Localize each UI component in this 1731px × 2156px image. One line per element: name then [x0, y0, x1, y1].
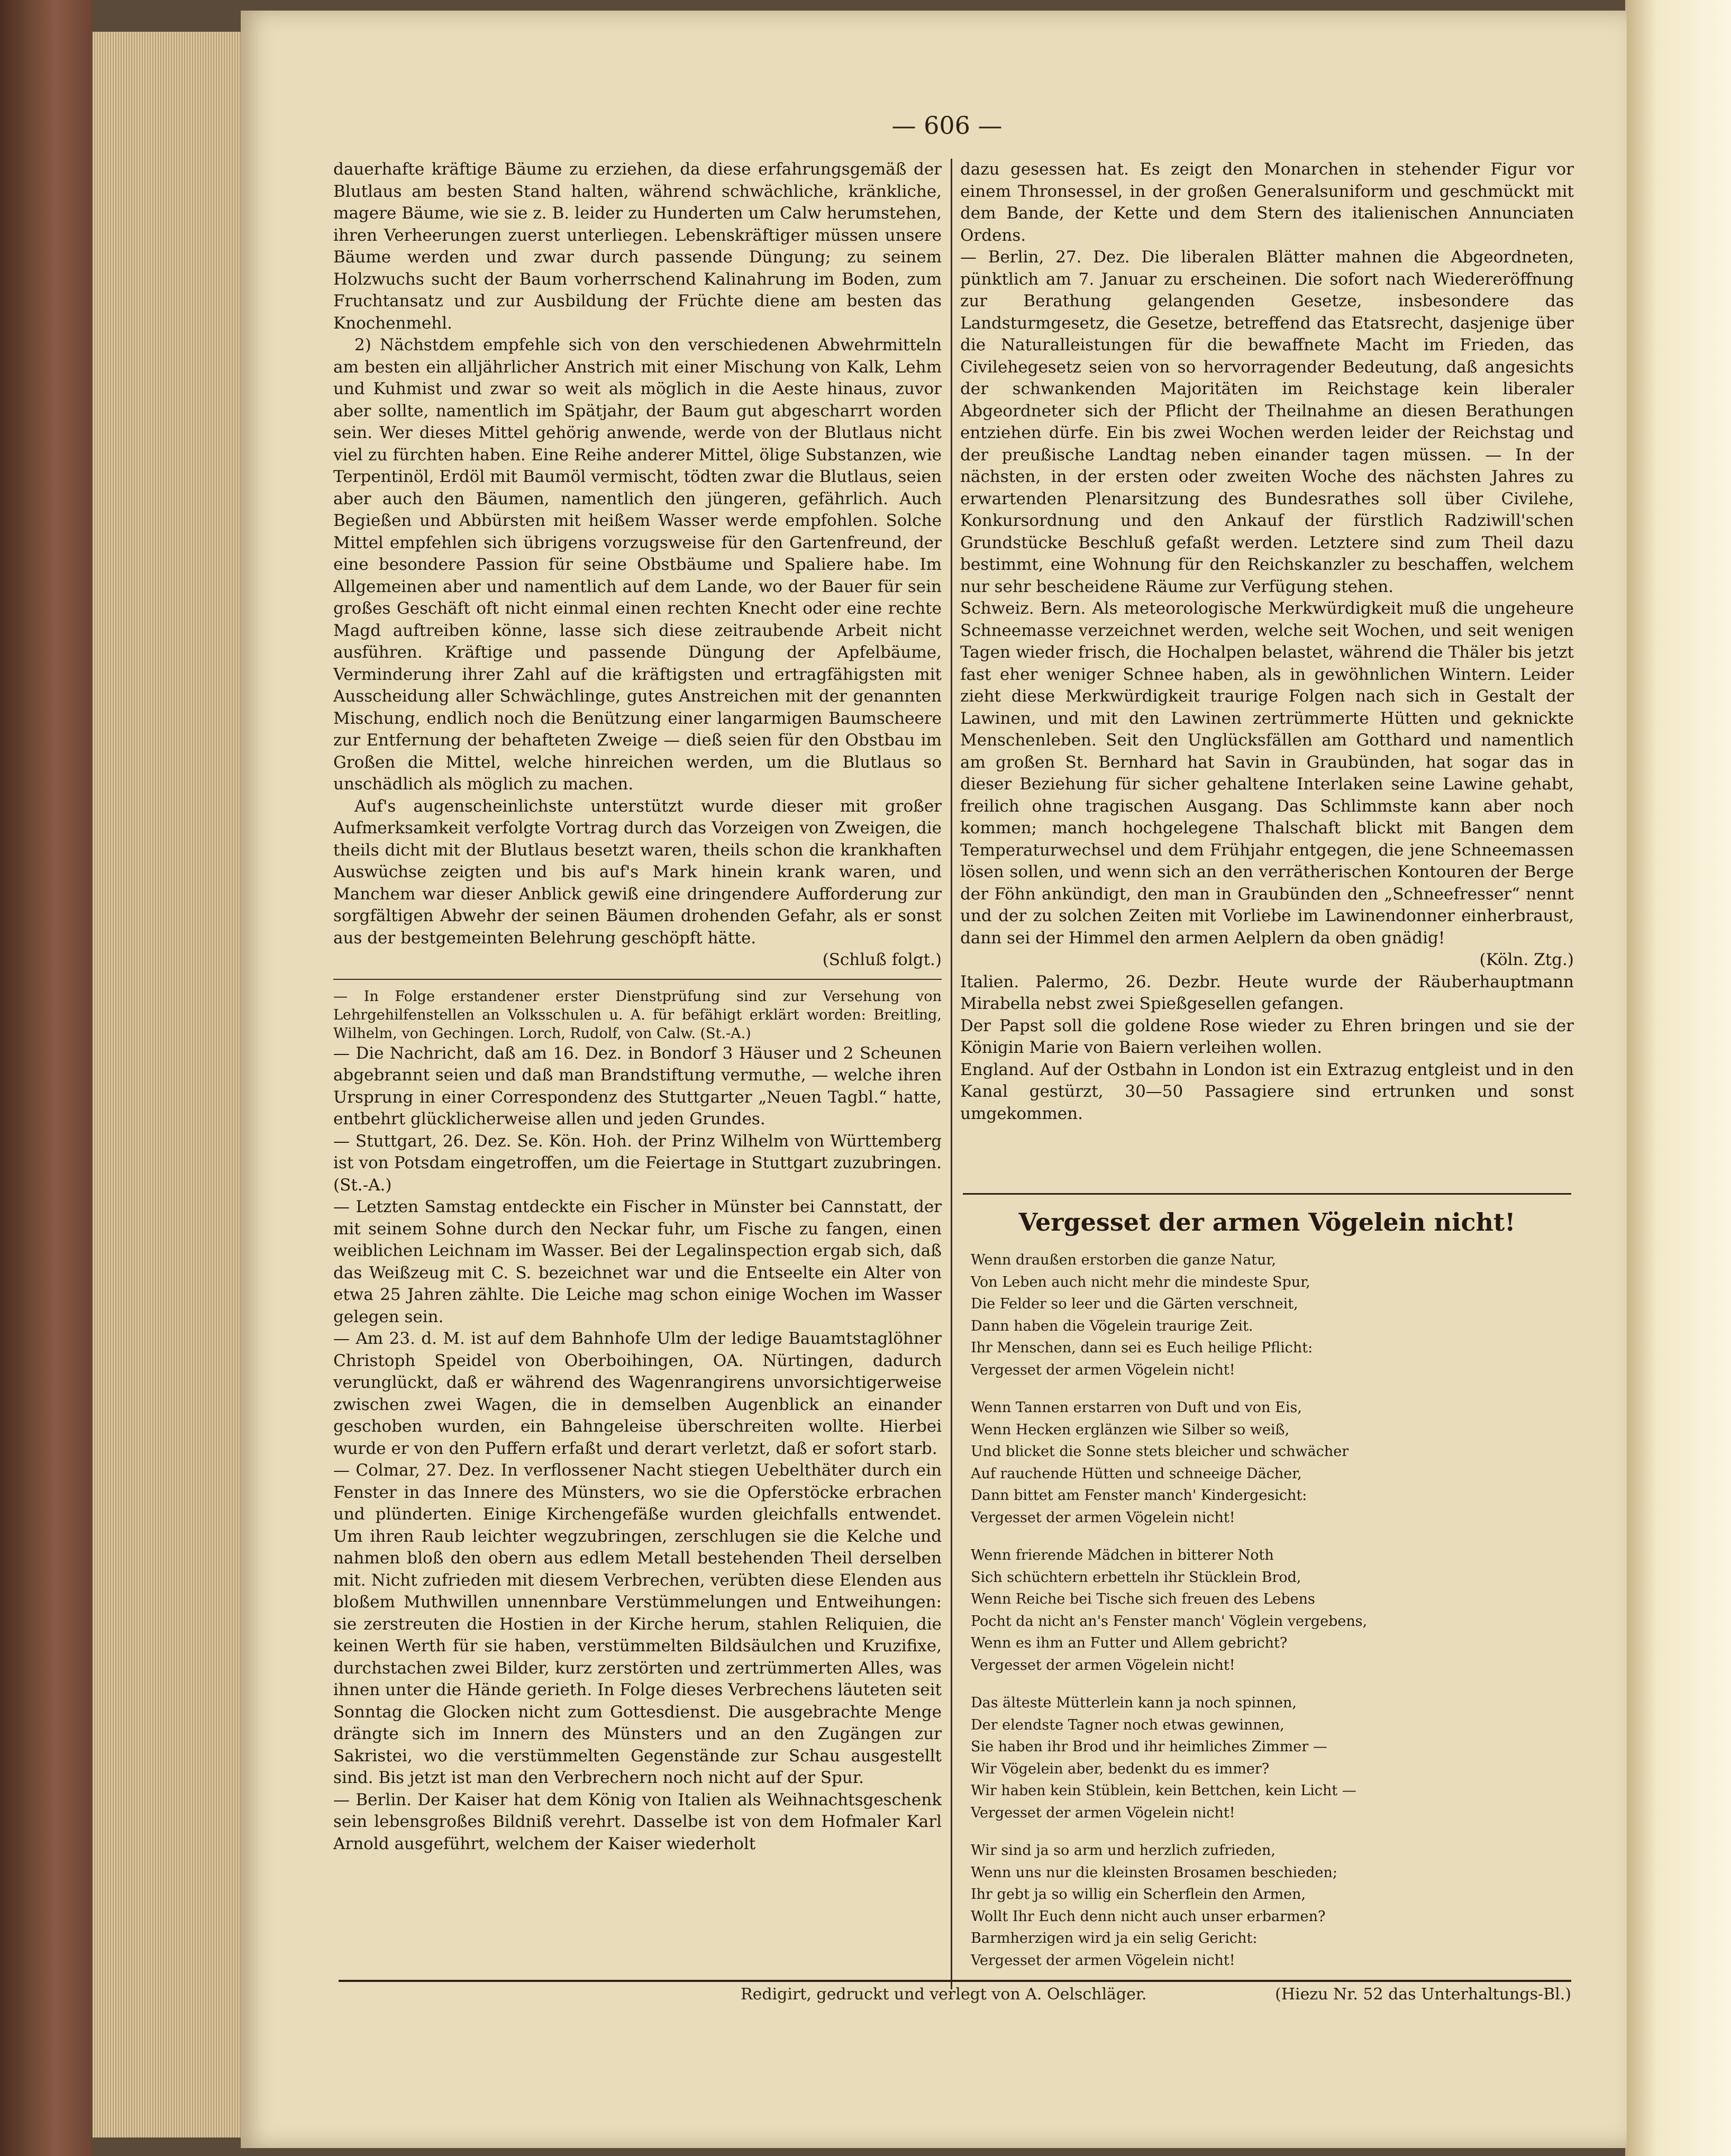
supplement-note: (Hiezu Nr. 52 das Unterhaltungs-Bl.) — [1275, 1985, 1571, 2004]
column-rule — [951, 159, 952, 1989]
news-item: Italien. Palermo, 26. Dezbr. Heute wurde der Räuberhauptmann Mirabella nebst zwei Spießgesellen gefangen. — [960, 972, 1574, 1013]
footer-rule — [339, 1980, 1571, 1982]
news-item: — Berlin, 27. Dez. Die liberalen Blätter mahnen die Abgeordneten, pünktlich am 7. Januar zu erscheinen. Die sofort nach Wiedereröffnung zur Berathung gelangenden Gesetze, insbesondere das Landsturmgesetz, die Gesetze, betreffend das Etatsrecht, dasjenige über die Naturalleistungen für die bewaffnete Macht im Frieden, das Civilehegesetz seien von so hervorragender Bedeutung, daß angesichts der schwankenden Majoritäten im Reichstage kein liberaler Abgeordneter sich der Pflicht der Theilnahme an diesen Berathungen entziehen dürfe. Ein bis zwei Wochen werden leider der Reichstag und der preußische Landtag neben einander tagen müssen. — In der nächsten, in der ersten oder zweiten Woche des nächsten Jahres zu erwartenden Plenarsitzung des Bundesrathes soll über Civilehe, Konkursordnung und den Ankauf der fürstlich Radziwill'schen Grundstücke Beschluß gefaßt werden. Letztere sind zum Theil dazu bestimmt, eine Wohnung für den Reichskanzler zu beschaffen, welchem nur sehr bescheidene Räume zur Verfügung stehen. — [960, 248, 1574, 596]
right-column — [960, 159, 1574, 1190]
left-column — [333, 159, 942, 1979]
source-note: (Köln. Ztg.) — [1479, 950, 1574, 969]
poem-stanza: Wenn frierende Mädchen in bitterer Noth Sich schüchtern erbetteln ihr Stücklein Brod, Wenn Reiche bei Tische sich freuen des Lebens Pocht da nicht an's Fenster manch' Vöglein vergebens, Wenn es ihm an Futter und Allem gebricht? Vergesset der armen Vögelein nicht! — [971, 1547, 1368, 1673]
page-edges — [93, 32, 246, 2137]
book-spine — [0, 0, 93, 2156]
poem-title: Vergesset der armen Vögelein nicht! — [1018, 1208, 1516, 1236]
news-item: England. Auf der Ostbahn in London ist ein Extrazug entgleist und in den Kanal gestürzt, 30—50 Passagiere sind ertrunken und sonst umgekommen. — [960, 1060, 1574, 1123]
imprint: Redigirt, gedruckt und verlegt von A. Oelschläger. — [741, 1985, 1147, 2004]
news-item: — Letzten Samstag entdeckte ein Fischer in Münster bei Cannstatt, der mit seinem Sohne durch den Neckar fuhr, um Fische zu fangen, einen weiblichen Leichnam im Wasser. Bei der Legalinspection ergab sich, daß das Weißzeug mit C. S. bezeichnet war und die Entseelte ein Alter von etwa 25 Jahren zählte. Die Leiche mag schon einige Wochen im Wasser gelegen sein. — [333, 1197, 942, 1326]
divider — [333, 979, 942, 980]
article-paragraph: 2) Nächstdem empfehle sich von den verschiedenen Abwehrmitteln am besten ein alljährlicher Anstrich mit einer Mischung von Kalk, Lehm und Kuhmist und zwar so weit als möglich in die Aeste hinaus, zuvor aber sollte, namentlich im Spätjahr, der Baum gut abgescharrt worden sein. Wer dieses Mittel gehörig anwende, werde von der Blutlaus nicht viel zu fürchten haben. Eine Reihe anderer Mittel, ölige Substanzen, wie Terpentinöl, Erdöl mit Baumöl vermischt, tödten zwar die Blutlaus, seien aber auch den Bäumen, namentlich den jüngeren, gefährlich. Auch Begießen und Abbürsten mit heißem Wasser werde empfohlen. Solche Mittel empfehlen sich übrigens vorzugsweise für den Gartenfreund, der eine besondere Passion für seine Obstbäume und Spaliere habe. Im Allgemeinen aber und namentlich auf dem Lande, wo der Bauer für sein großes Geschäft oft nicht einmal einen rechten Knecht oder eine rechte Magd auftreiben könne, lasse sich diese zeitraubende Arbeit nicht ausführen. Kräftige und passende Düngung der Apfelbäume, Verminderung ihrer Zahl auf die kräftigsten und ertragfähigsten mit Ausscheidung aller Schwächlinge, gutes Anstreichen mit der genannten Mischung, endlich noch die Benützung einer langarmigen Baumscheere zur Entfernung der behafteten Zweige — dieß seien für den Obstbau im Großen die Mittel, welche hinreichen werden, um die Blutlaus so unschädlich als möglich zu machen. — [333, 335, 942, 794]
poem — [960, 1198, 1574, 1981]
page-number: — 606 — — [891, 111, 1003, 140]
news-item: dazu gesessen hat. Es zeigt den Monarchen in stehender Figur vor einem Thronsessel, in der großen Generalsuniform und geschmückt mit dem Bande, der Kette und dem Stern des italienischen Annunciaten Ordens. — [960, 160, 1574, 245]
news-item: — Berlin. Der Kaiser hat dem König von Italien als Weihnachtsgeschenk sein lebensgroßes Bildniß verehrt. Dasselbe ist von dem Hofmaler Karl Arnold ausgeführt, welchem der Kaiser wiederholt — [333, 1790, 942, 1853]
news-item: Der Papst soll die goldene Rose wieder zu Ehren bringen und sie der Königin Marie von Baiern verleihen wollen. — [960, 1016, 1574, 1057]
notice-small: — In Folge erstandener erster Dienstprüfung sind zur Versehung von Lehrgehilfenstellen an Volksschulen u. A. für befähigt erklärt worden: Breitling, Wilhelm, von Gechingen. Lorch, Rudolf, von Calw. (St.-A.) — [333, 988, 942, 1042]
article-paragraph: dauerhafte kräftige Bäume zu erziehen, da diese erfahrungsgemäß der Blutlaus am besten Stand halten, während schwächliche, kränkliche, magere Bäume, wie sie z. B. leider zu Hunderten um Calw herumstehen, ihren Verheerungen zuerst unterliegen. Lebenskräftiger müssen unsere Bäume werden und zwar durch passende Düngung; zu seinem Holzwuchs sucht der Baum vorherrschend Kalinahrung im Boden, zum Fruchtansatz und zur Ausbildung der Früchte diene am besten das Knochenmehl. — [333, 160, 942, 333]
poem-stanza: Wir sind ja so arm und herzlich zufrieden, Wenn uns nur die kleinsten Brosamen beschieden; Ihr gebt ja so willig ein Scherflein den Armen, Wollt Ihr Euch denn nicht auch unser erbarmen? Barmherzigen wird ja ein selig Gericht: Vergesset der armen Vögelein nicht! — [971, 1842, 1338, 1969]
poem-stanza: Wenn Tannen erstarren von Duft und von Eis, Wenn Hecken erglänzen wie Silber so weiß, Und blicket die Sonne stets bleicher und schwächer Auf rauchende Hütten und schneeige Dächer, Dann bittet am Fenster manch' Kindergesicht: Vergesset der armen Vögelein nicht! — [971, 1399, 1349, 1526]
footer — [339, 1985, 1571, 2004]
next-page-edge — [1625, 0, 1731, 2156]
poem-divider — [963, 1193, 1571, 1195]
article-paragraph: Auf's augenscheinlichste unterstützt wurde dieser mit großer Aufmerksamkeit verfolgte Vortrag durch das Vorzeigen von Zweigen, die theils dicht mit der Blutlaus besetzt waren, theils schon die krankhaften Auswüchse zeigten und bis auf's Mark hinein krank waren, und Manchem war dieser Anblick gewiß eine dringendere Aufforderung zur sorgfältigen Abwehr der seinen Bäumen drohenden Gefahr, als er sonst aus der bestgemeinten Belehrung geschöpft hätte. — [333, 796, 942, 948]
poem-stanza: Das älteste Mütterlein kann ja noch spinnen, Der elendste Tagner noch etwas gewinnen, Sie haben ihr Brod und ihr heimliches Zimmer — Wir Vögelein aber, bedenkt du es immer? Wir haben kein Stüblein, kein Bettchen, kein Licht — Vergesset der armen Vögelein nicht! — [971, 1695, 1356, 1821]
news-item: — Am 23. d. M. ist auf dem Bahnhofe Ulm der ledige Bauamtstaglöhner Christoph Speidel von Oberboihingen, OA. Nürtingen, dadurch verunglückt, daß er während des Wagenrangirens unvorsichtigerweise zwischen zwei Wagen, die in demselben Augenblick an einander geschoben wurden, ein Bahngeleise überschreiten wollte. Hierbei wurde er von den Puffern erfaßt und derart verletzt, daß er sofort starb. — [333, 1329, 942, 1458]
news-item: — Stuttgart, 26. Dez. Se. Kön. Hoh. der Prinz Wilhelm von Württemberg ist von Potsdam eingetroffen, um die Feiertage in Stuttgart zuzubringen. (St.-A.) — [333, 1131, 942, 1195]
news-item: — Colmar, 27. Dez. In verflossener Nacht stiegen Uebelthäter durch ein Fenster in das Innere des Münsters, wo sie die Opferstöcke erbrachen und plünderten. Einige Kirchengefäße wurden gleichfalls entwendet. Um ihren Raub leichter wegzubringen, zerschlugen sie die Kelche und nahmen bloß den obern aus edlem Metall bestehenden Theil derselben mit. Nicht zufrieden mit diesem Verbrechen, verübten diese Elenden aus bloßem Muthwillen unnennbare Verstümmelungen und Entweihungen: sie zerstreuten die Hostien in der Kirche herum, stahlen Reliquien, die keinen Werth für sie haben, verstümmelten Bildsäulchen und Kruzifixe, durchstachen zwei Bilder, kurz zerstörten und zertrümmerten Alles, was ihnen unter die Hände gerieth. In Folge dieses Verbrechens läuteten seit Sonntag die Glocken nicht zum Gottesdienst. Die ausgebrachte Menge drängte sich im Innern des Münsters und an den Zugängen zur Sakristei, wo die verstümmelten Gegenstände zur Schau ausgestellt sind. Bis jetzt ist man den Verbrechern noch nicht auf der Spur. — [333, 1461, 942, 1787]
continuation-note: (Schluß folgt.) — [822, 950, 942, 969]
news-item: Schweiz. Bern. Als meteorologische Merkwürdigkeit muß die ungeheure Schneemasse verzeichnet werden, welche seit Wochen, und seit wenigen Tagen wieder frisch, die Hochalpen belastet, während die Thäler bis jetzt fast eher weniger Schnee haben, als in gewöhnlichen Wintern. Leider zieht diese Merkwürdigkeit traurige Folgen nach sich in Gestalt der Lawinen, und mit den Lawinen zertrümmerte Hütten und geknickte Menschenleben. Seit den Unglücksfällen am Gotthard und namentlich am großen St. Bernhard hat Savin in Graubünden, hat sogar das in dieser Beziehung für sicher gehaltene Interlaken seine Lawine gehabt, freilich ohne tragischen Ausgang. Das Schlimmste kann aber noch kommen; manch hochgelegene Thalschaft blickt mit Bangen dem Temperaturwechsel und dem Frühjahr entgegen, die jene Schneemassen lösen sollen, und wenn sich an den verrätherischen Kontouren der Berge der Föhn ankündigt, den man in Graubünden den „Schneefresser“ nennt und der zu solchen Zeiten mit Vorliebe im Lawinendonner einherbraust, dann sei der Himmel den armen Aelplern da oben gnädig! — [960, 599, 1574, 948]
news-item: — Die Nachricht, daß am 16. Dez. in Bondorf 3 Häuser und 2 Scheunen abgebrannt seien und daß man Brandstiftung vermuthe, — welche ihren Ursprung in einer Correspondenz des Stuttgarter „Neuen Tagbl.“ hatte, entbehrt glücklicherweise allen und jeden Grundes. — [333, 1043, 942, 1129]
poem-stanza: Wenn draußen erstorben die ganze Natur, Von Leben auch nicht mehr die mindeste Spur, Die Felder so leer und die Gärten verschneit, Dann haben die Vögelein traurige Zeit. Ihr Menschen, dann sei es Euch heilige Pflicht: Vergesset der armen Vögelein nicht! — [971, 1252, 1313, 1378]
